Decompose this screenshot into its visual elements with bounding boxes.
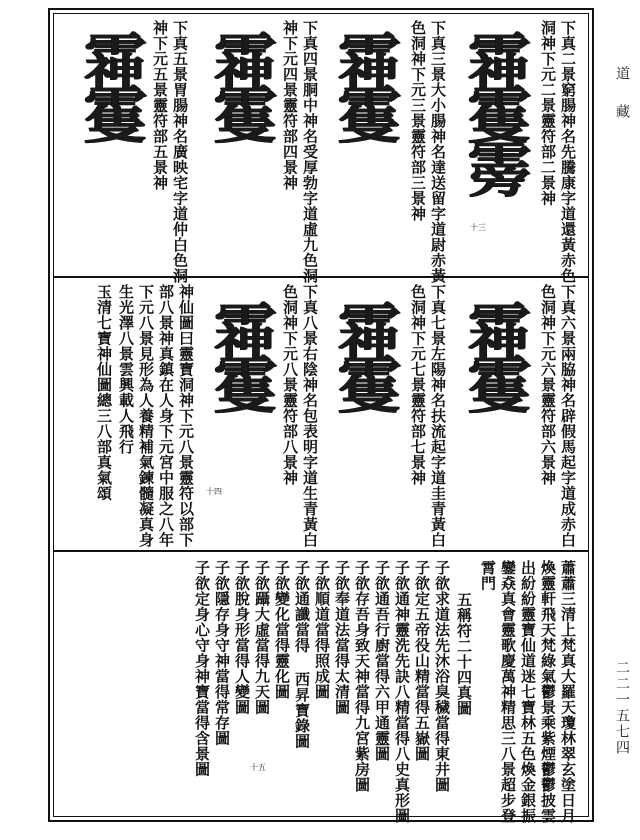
mid-text-col-2: 色洞神下元六景靈符部六景神 <box>539 284 557 486</box>
bot-text-col-2: 煥靈軒飛天梵綠氣鬱景乘紫煙鬱鬱披雲 <box>539 560 557 824</box>
mid-text-col-3: 下真七景左陽神名扶流起字道圭青黃白 <box>429 284 447 548</box>
mid-text-col-11: 玉清七寶神仙圖總三八部真氣頌 <box>95 284 113 501</box>
margin-title: 道 <box>614 66 630 80</box>
bot-text-col-16: 子欲躡大虛當得九天圖 <box>253 560 271 715</box>
bot-text-col-11: 子欲存吾身致天神當得九宮紫房圖 <box>353 560 371 793</box>
mid-text-col-7: 神仙圖曰靈寶洞神下元八景靈符以部下 <box>177 284 195 548</box>
talisman-mid-3: 䨩䨥 <box>203 300 277 408</box>
top-text-col-5: 下真四景胴中神名受厚勃字道虛九色洞 <box>301 20 319 284</box>
mid-text-col-10: 生光澤八景雲興載人飛行 <box>117 284 135 455</box>
mid-text-col-8: 部八景神真鎮在人身下元宮中服之八年 <box>157 284 175 548</box>
bot-text-col-4: 鑾猋真會靈歌慶萬神精思三八景超步登 <box>499 560 517 824</box>
bot-text-col-1: 蕭蕭三清上梵真大羅天瓊林翠玄塗日月 <box>559 560 577 824</box>
bot-text-col-5: 霄門 <box>479 560 497 591</box>
bot-text-col-14: 子欲通讖當得 西昇寶錄圖 <box>293 560 311 749</box>
bot-text-col-3: 出紛紛靈寶仙道迷七寶林五色煥金銀振 <box>519 560 537 824</box>
talisman-mid-1: 䨩䨥 <box>457 300 531 408</box>
page-number: 二二一五七四 <box>614 660 630 756</box>
bot-text-col-13: 子欲順道當得照成圖 <box>313 560 331 700</box>
top-text-col-4: 色洞神下元三景靈符部三景神 <box>409 20 427 222</box>
section-divider-1 <box>54 276 588 278</box>
margin-volume: 藏 <box>614 104 630 118</box>
bot-text-col-18: 子欲隱存身守神當得常存圖 <box>213 560 231 746</box>
bot-text-col-9: 子欲通神靈洗先訣八精當得八史真形圖 <box>393 560 411 824</box>
bot-text-col-12: 子欲奉道法當得太清圖 <box>333 560 351 715</box>
folio-mark-15: 十五 <box>250 763 266 772</box>
bot-text-col-7: 子欲求道法先沐浴臭穢當得東井圖 <box>433 560 451 793</box>
bot-text-col-8: 子欲定五帝役山精當得五嶽圖 <box>413 560 431 762</box>
mid-text-col-9: 下元八景見形為人養精補氣鍊髓凝真身 <box>137 284 155 548</box>
bot-text-col-10: 子欲通吾行廚當得六甲通靈圖 <box>373 560 391 762</box>
top-text-col-2: 洞神下元二景靈符部二景神 <box>539 20 557 206</box>
talisman-top-3: 䨩䨥 <box>203 30 277 138</box>
top-text-col-7: 下真五景胃腸神名廣映宅字道仲白色洞 <box>171 20 189 284</box>
talisman-top-1: 䨩䨥䨦 <box>457 30 531 192</box>
folio-mark-13: 十三 <box>470 223 486 232</box>
bot-text-col-6: 五稱符二十四真圖 <box>455 592 473 716</box>
talisman-mid-2: 䨩䨥 <box>327 300 401 408</box>
top-text-col-1: 下真二景窮腸神名先騰康字道還黃赤色 <box>559 20 577 284</box>
bot-text-col-15: 子欲變化當得靈化圖 <box>273 560 291 700</box>
bot-text-col-19: 子欲定身心守身神寶當得含景圖 <box>193 560 211 777</box>
talisman-top-2: 䨩䨥 <box>327 30 401 138</box>
top-text-col-8: 神下元五景靈符部五景神 <box>151 20 169 191</box>
section-divider-2 <box>54 550 588 552</box>
mid-text-col-1: 下真六景兩脇神名辟假馬起字道成赤白 <box>559 284 577 548</box>
top-text-col-6: 神下元四景靈符部四景神 <box>281 20 299 191</box>
mid-text-col-4: 色洞神下元七景靈符部七景神 <box>409 284 427 486</box>
mid-text-col-6: 色洞神下元八景靈符部八景神 <box>281 284 299 486</box>
folio-mark-14: 十四 <box>206 487 222 496</box>
bot-text-col-17: 子欲脫身形當得人變圖 <box>233 560 251 715</box>
talisman-top-4: 䨩䨥 <box>73 30 147 138</box>
mid-text-col-5: 下真八景右陰神名包表明字道生青黃白 <box>301 284 319 548</box>
top-text-col-3: 下真三景大小腸神名達送留字道尉赤黃 <box>429 20 447 284</box>
